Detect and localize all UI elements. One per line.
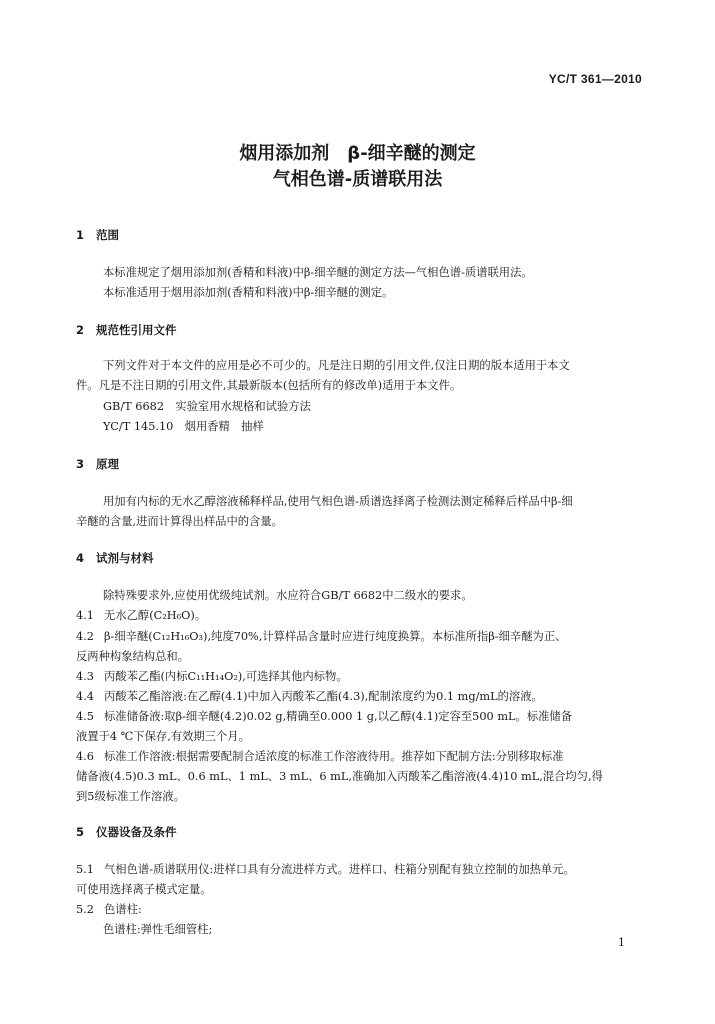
section-5-heading — [76, 824, 177, 840]
clause-text: 丙酸苯乙酯溶液:在乙醇(4.1)中加入丙酸苯乙酯(4.3),配制浓度约为0.1 mg/mL的溶液。 — [104, 690, 543, 703]
document-title-line1: 烟用添加剂 β-细辛醚的测定 — [239, 143, 476, 164]
paragraph: 本标准规定了烟用添加剂(香精和料液)中β-细辛醚的测定方法—气相色谱-质谱联用法。 — [103, 266, 533, 279]
section-4-heading — [76, 550, 154, 566]
clause-continuation: 储备液(4.5)0.3 mL、0.6 mL、1 mL、3 mL、6 mL,准确加入丙酸苯乙酯溶液(4.4)10 mL,混合均匀,得 — [76, 770, 603, 783]
section-number: 1 — [76, 228, 85, 242]
clause-continuation: 反两种构象结构总和。 — [76, 650, 189, 663]
clause-text: 色谱柱: — [104, 903, 142, 916]
standard-code: YC/T 361—2010 — [548, 72, 642, 86]
document-title-line2: 气相色谱-质谱联用法 — [272, 169, 443, 190]
clause-continuation: 液置于4 ℃下保存,有效期三个月。 — [76, 730, 250, 743]
clause-5-2 — [76, 901, 142, 917]
paragraph: 本标准适用于烟用添加剂(香精和料液)中β-细辛醚的测定。 — [103, 286, 394, 299]
section-3-heading — [76, 456, 119, 472]
clause-text: 丙酸苯乙酯(内标C₁₁H₁₄O₂),可选择其他内标物。 — [104, 670, 348, 683]
section-1-heading — [76, 227, 119, 243]
normative-reference: YC/T 145.10 烟用香精 抽样 — [103, 420, 264, 433]
paragraph: 除特殊要求外,应使用优级纯试剂。水应符合GB/T 6682中二级水的要求。 — [103, 589, 473, 602]
page-number: 1 — [618, 936, 625, 949]
clause-4-2 — [76, 628, 566, 644]
normative-reference: GB/T 6682 实验室用水规格和试验方法 — [103, 400, 311, 413]
section-number: 5 — [76, 825, 85, 839]
paragraph: 用加有内标的无水乙醇溶液稀释样品,使用气相色谱-质谱选择离子检测法测定稀释后样品中β-细 — [103, 495, 573, 508]
paragraph: 色谱柱:弹性毛细管柱; — [103, 923, 213, 936]
clause-text: 气相色谱-质谱联用仪:进样口具有分流进样方式。进样口、柱箱分别配有独立控制的加热单元。 — [104, 863, 575, 876]
clause-number: 5.2 — [76, 903, 94, 916]
section-title: 原理 — [96, 457, 119, 471]
clause-text: β-细辛醚(C₁₂H₁₆O₃),纯度70%,计算样品含量时应进行纯度换算。本标准所指β-细辛醚为正、 — [104, 630, 567, 643]
clause-4-1 — [76, 607, 206, 623]
clause-text: 标准工作溶液:根据需要配制合适浓度的标准工作溶液待用。推荐如下配制方法:分别移取标准 — [104, 750, 564, 763]
clause-continuation: 可使用选择离子模式定量。 — [76, 883, 212, 896]
paragraph: 下列文件对于本文件的应用是必不可少的。凡是注日期的引用文件,仅注日期的版本适用于本文 — [103, 359, 570, 372]
clause-number: 4.4 — [76, 690, 94, 703]
clause-number: 5.1 — [76, 863, 94, 876]
paragraph: 件。凡是不注日期的引用文件,其最新版本(包括所有的修改单)适用于本文件。 — [76, 379, 462, 392]
section-2-heading — [76, 322, 177, 338]
clause-4-3 — [76, 668, 348, 684]
clause-4-5 — [76, 708, 572, 724]
clause-4-4 — [76, 688, 543, 704]
clause-number: 4.3 — [76, 670, 94, 683]
clause-text: 标准储备液:取β-细辛醚(4.2)0.02 g,精确至0.000 1 g,以乙醇(4.1)定容至500 mL。标准储备 — [104, 710, 573, 723]
clause-5-1 — [76, 861, 575, 877]
section-title: 范围 — [96, 228, 119, 242]
section-number: 3 — [76, 457, 85, 471]
clause-continuation: 到5级标准工作溶液。 — [76, 790, 185, 803]
clause-number: 4.2 — [76, 630, 94, 643]
section-title: 仪器设备及条件 — [96, 825, 177, 839]
clause-text: 无水乙醇(C₂H₆O)。 — [104, 609, 207, 622]
clause-number: 4.5 — [76, 710, 94, 723]
section-number: 4 — [76, 551, 85, 565]
section-title: 规范性引用文件 — [96, 323, 177, 337]
clause-4-6 — [76, 748, 564, 764]
paragraph: 辛醚的含量,进而计算得出样品中的含量。 — [76, 515, 283, 528]
clause-number: 4.1 — [76, 609, 94, 622]
section-number: 2 — [76, 323, 85, 337]
clause-number: 4.6 — [76, 750, 94, 763]
section-title: 试剂与材料 — [96, 551, 154, 565]
